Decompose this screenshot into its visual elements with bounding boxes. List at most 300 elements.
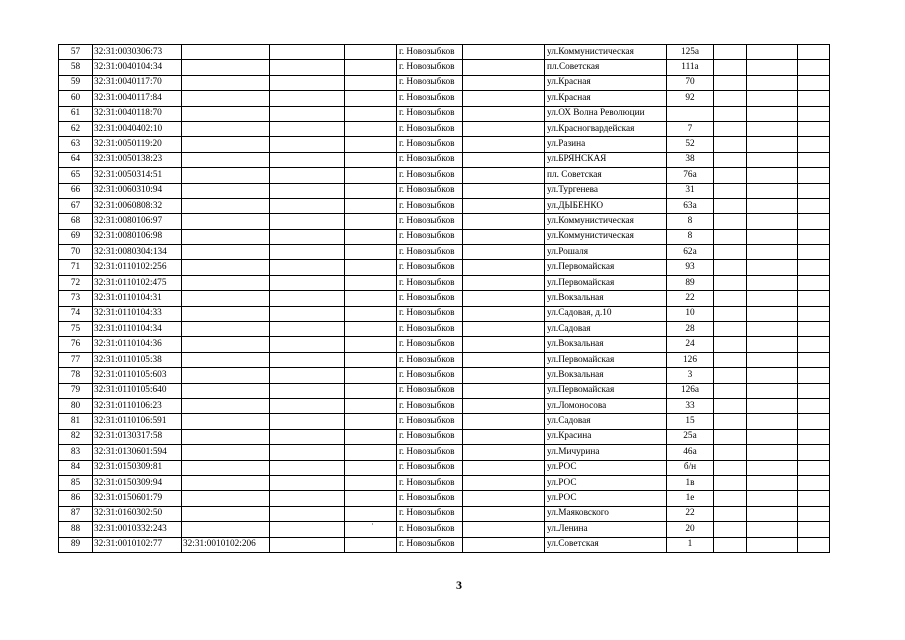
empty-cell — [747, 245, 798, 260]
empty-cell — [270, 275, 345, 290]
city-cell: г. Новозыбков — [397, 398, 463, 413]
empty-cell — [714, 214, 747, 229]
cadastral-number: 32:31:0050138:23 — [93, 152, 182, 167]
cadastral-number-secondary — [182, 352, 270, 367]
empty-cell — [798, 475, 830, 490]
city-cell: г. Новозыбков — [397, 45, 463, 60]
street-cell: ул.Коммунистическая — [545, 214, 667, 229]
street-cell: ул.Вокзальная — [545, 291, 667, 306]
empty-cell — [714, 522, 747, 537]
empty-cell — [714, 183, 747, 198]
empty-cell — [463, 260, 545, 275]
empty-cell — [714, 506, 747, 521]
table-row — [59, 229, 830, 244]
empty-cell — [345, 168, 397, 183]
empty-cell — [270, 398, 345, 413]
city-cell: г. Новозыбков — [397, 475, 463, 490]
empty-cell — [345, 245, 397, 260]
row-number: 89 — [59, 537, 93, 552]
cadastral-number-secondary — [182, 260, 270, 275]
empty-cell — [714, 121, 747, 136]
empty-cell — [345, 429, 397, 444]
empty-cell — [463, 275, 545, 290]
street-cell: ул.ОХ Волна Революции — [545, 106, 667, 121]
street-cell: ул.Первомайская — [545, 275, 667, 290]
street-cell: ул.ДЫБЕНКО — [545, 198, 667, 213]
empty-cell — [270, 198, 345, 213]
cadastral-number-secondary — [182, 245, 270, 260]
empty-cell — [463, 537, 545, 552]
empty-cell — [747, 198, 798, 213]
row-number: 72 — [59, 275, 93, 290]
empty-cell — [463, 445, 545, 460]
city-cell: г. Новозыбков — [397, 445, 463, 460]
empty-cell — [747, 322, 798, 337]
city-cell: г. Новозыбков — [397, 522, 463, 537]
street-cell: ул.Мичурина — [545, 445, 667, 460]
row-number: 64 — [59, 152, 93, 167]
house-number-cell: 52 — [667, 137, 714, 152]
row-number: 69 — [59, 229, 93, 244]
cadastral-number: 32:31:0040104:34 — [93, 60, 182, 75]
street-cell: ул.Маяковского — [545, 506, 667, 521]
row-number: 57 — [59, 45, 93, 60]
empty-cell — [747, 383, 798, 398]
empty-cell — [747, 414, 798, 429]
empty-cell — [798, 106, 830, 121]
empty-cell — [463, 198, 545, 213]
empty-cell — [747, 429, 798, 444]
empty-cell — [747, 91, 798, 106]
empty-cell — [270, 168, 345, 183]
empty-cell — [463, 168, 545, 183]
empty-cell — [345, 214, 397, 229]
cadastral-number-secondary — [182, 460, 270, 475]
house-number-cell: 126а — [667, 383, 714, 398]
house-number-cell: 25а — [667, 429, 714, 444]
street-cell: ул.Садовая, д.10 — [545, 306, 667, 321]
empty-cell — [345, 398, 397, 413]
empty-cell — [798, 337, 830, 352]
empty-cell — [345, 229, 397, 244]
cadastral-number-secondary — [182, 60, 270, 75]
empty-cell — [747, 75, 798, 90]
house-number-cell: 89 — [667, 275, 714, 290]
house-number-cell: 8 — [667, 214, 714, 229]
empty-cell — [714, 429, 747, 444]
cadastral-number-secondary — [182, 75, 270, 90]
street-cell: ул.Разина — [545, 137, 667, 152]
empty-cell — [345, 491, 397, 506]
empty-cell — [270, 506, 345, 521]
cadastral-number-secondary — [182, 106, 270, 121]
empty-cell — [270, 91, 345, 106]
empty-cell — [270, 368, 345, 383]
empty-cell — [270, 60, 345, 75]
empty-cell — [747, 445, 798, 460]
house-number-cell: 22 — [667, 291, 714, 306]
house-number-cell: 93 — [667, 260, 714, 275]
cadastral-number: 32:31:0080106:98 — [93, 229, 182, 244]
empty-cell — [345, 445, 397, 460]
empty-cell — [747, 460, 798, 475]
city-cell: г. Новозыбков — [397, 183, 463, 198]
cadastral-number-secondary — [182, 214, 270, 229]
street-cell: ул.Ленина — [545, 522, 667, 537]
empty-cell — [714, 337, 747, 352]
cadastral-number-secondary — [182, 414, 270, 429]
row-number: 60 — [59, 91, 93, 106]
empty-cell — [463, 383, 545, 398]
table-row — [59, 337, 830, 352]
table-row — [59, 306, 830, 321]
city-cell: г. Новозыбков — [397, 506, 463, 521]
empty-cell — [747, 121, 798, 136]
empty-cell — [798, 306, 830, 321]
cadastral-number: 32:31:0110104:33 — [93, 306, 182, 321]
cadastral-number-secondary — [182, 368, 270, 383]
empty-cell — [798, 91, 830, 106]
empty-cell — [270, 337, 345, 352]
table-row — [59, 91, 830, 106]
empty-cell — [714, 60, 747, 75]
empty-cell — [345, 506, 397, 521]
cadastral-number: 32:31:0110105:640 — [93, 383, 182, 398]
street-cell: ул.Красина — [545, 429, 667, 444]
empty-cell — [345, 75, 397, 90]
empty-cell — [270, 75, 345, 90]
empty-cell — [714, 75, 747, 90]
empty-cell — [798, 460, 830, 475]
empty-cell — [747, 275, 798, 290]
empty-cell — [714, 352, 747, 367]
house-number-cell: 8 — [667, 229, 714, 244]
cadastral-number: 32:31:0030306:73 — [93, 45, 182, 60]
table-row — [59, 152, 830, 167]
empty-cell — [463, 506, 545, 521]
house-number-cell: 63а — [667, 198, 714, 213]
row-number: 59 — [59, 75, 93, 90]
empty-cell — [798, 291, 830, 306]
empty-cell — [714, 152, 747, 167]
street-cell: ул.Красногвардейская — [545, 121, 667, 136]
row-number: 81 — [59, 414, 93, 429]
row-number: 84 — [59, 460, 93, 475]
cadastral-number: 32:31:0110106:591 — [93, 414, 182, 429]
row-number: 68 — [59, 214, 93, 229]
empty-cell — [747, 137, 798, 152]
city-cell: г. Новозыбков — [397, 291, 463, 306]
row-number: 75 — [59, 322, 93, 337]
cadastral-number: 32:31:0010332:243 — [93, 522, 182, 537]
empty-cell — [747, 60, 798, 75]
empty-cell — [798, 121, 830, 136]
house-number-cell: 92 — [667, 91, 714, 106]
empty-cell — [345, 352, 397, 367]
table-row — [59, 398, 830, 413]
table-row — [59, 522, 830, 537]
row-number: 77 — [59, 352, 93, 367]
cadastral-number-secondary — [182, 445, 270, 460]
cadastral-number: 32:31:0110102:475 — [93, 275, 182, 290]
empty-cell — [463, 214, 545, 229]
empty-cell — [463, 460, 545, 475]
empty-cell — [270, 352, 345, 367]
row-number: 67 — [59, 198, 93, 213]
cadastral-number: 32:31:0110105:38 — [93, 352, 182, 367]
empty-cell — [270, 445, 345, 460]
empty-cell — [714, 245, 747, 260]
empty-cell — [270, 183, 345, 198]
empty-cell — [714, 198, 747, 213]
city-cell: г. Новозыбков — [397, 368, 463, 383]
table-row — [59, 445, 830, 460]
empty-cell — [345, 383, 397, 398]
empty-cell — [463, 414, 545, 429]
empty-cell — [345, 137, 397, 152]
empty-cell — [270, 229, 345, 244]
empty-cell — [798, 198, 830, 213]
empty-cell — [714, 229, 747, 244]
empty-cell — [747, 352, 798, 367]
city-cell: г. Новозыбков — [397, 275, 463, 290]
house-number-cell: 62а — [667, 245, 714, 260]
empty-cell — [270, 152, 345, 167]
table-row — [59, 383, 830, 398]
house-number-cell: 70 — [667, 75, 714, 90]
empty-cell — [747, 506, 798, 521]
empty-cell — [463, 91, 545, 106]
empty-cell — [798, 368, 830, 383]
empty-cell — [798, 398, 830, 413]
empty-cell — [747, 368, 798, 383]
cadastral-number-secondary — [182, 198, 270, 213]
cadastral-number: 32:31:0150309:81 — [93, 460, 182, 475]
registry-body — [59, 45, 830, 553]
house-number-cell: 31 — [667, 183, 714, 198]
empty-cell — [798, 352, 830, 367]
city-cell: г. Новозыбков — [397, 137, 463, 152]
empty-cell — [463, 45, 545, 60]
cadastral-number-secondary — [182, 168, 270, 183]
street-cell: ул.Вокзальная — [545, 337, 667, 352]
empty-cell — [714, 491, 747, 506]
street-cell: ул.Садовая — [545, 322, 667, 337]
street-cell: ул.РОС — [545, 475, 667, 490]
cadastral-number-secondary — [182, 475, 270, 490]
empty-cell — [714, 106, 747, 121]
empty-cell — [463, 75, 545, 90]
empty-cell — [747, 291, 798, 306]
cadastral-number-secondary — [182, 183, 270, 198]
empty-cell — [345, 152, 397, 167]
empty-cell — [345, 260, 397, 275]
city-cell: г. Новозыбков — [397, 491, 463, 506]
cadastral-number-secondary — [182, 322, 270, 337]
house-number-cell: 33 — [667, 398, 714, 413]
row-number: 65 — [59, 168, 93, 183]
empty-cell — [714, 445, 747, 460]
empty-cell — [270, 322, 345, 337]
cadastral-number: 32:31:0110105:603 — [93, 368, 182, 383]
empty-cell — [270, 260, 345, 275]
cadastral-number: 32:31:0130317:58 — [93, 429, 182, 444]
street-cell: ул.Садовая — [545, 414, 667, 429]
street-cell: пл. Советская — [545, 168, 667, 183]
city-cell: г. Новозыбков — [397, 322, 463, 337]
empty-cell — [798, 537, 830, 552]
empty-cell — [345, 106, 397, 121]
cadastral-number: 32:31:0110104:36 — [93, 337, 182, 352]
row-number: 86 — [59, 491, 93, 506]
empty-cell — [714, 398, 747, 413]
house-number-cell — [667, 106, 714, 121]
street-cell: пл.Советская — [545, 60, 667, 75]
empty-cell — [714, 91, 747, 106]
city-cell: г. Новозыбков — [397, 198, 463, 213]
empty-cell — [345, 275, 397, 290]
cadastral-number-secondary — [182, 229, 270, 244]
city-cell: г. Новозыбков — [397, 245, 463, 260]
empty-cell — [345, 121, 397, 136]
cadastral-number: 32:31:0040117:84 — [93, 91, 182, 106]
empty-cell — [714, 137, 747, 152]
empty-cell — [345, 475, 397, 490]
empty-cell — [747, 398, 798, 413]
empty-cell — [747, 229, 798, 244]
row-number: 62 — [59, 121, 93, 136]
house-number-cell: б/н — [667, 460, 714, 475]
cadastral-number: 32:31:0040117:70 — [93, 75, 182, 90]
empty-cell — [714, 368, 747, 383]
empty-cell — [798, 60, 830, 75]
cadastral-number: 32:31:0080106:97 — [93, 214, 182, 229]
city-cell: г. Новозыбков — [397, 106, 463, 121]
empty-cell — [463, 491, 545, 506]
row-number: 87 — [59, 506, 93, 521]
empty-cell — [798, 214, 830, 229]
city-cell: г. Новозыбков — [397, 337, 463, 352]
empty-cell — [714, 275, 747, 290]
street-cell: ул.Коммунистическая — [545, 45, 667, 60]
table-row — [59, 491, 830, 506]
row-number: 61 — [59, 106, 93, 121]
city-cell: г. Новозыбков — [397, 260, 463, 275]
empty-cell — [747, 537, 798, 552]
empty-cell — [345, 337, 397, 352]
empty-cell — [747, 491, 798, 506]
empty-cell — [747, 152, 798, 167]
empty-cell — [463, 183, 545, 198]
house-number-cell: 126 — [667, 352, 714, 367]
row-number: 58 — [59, 60, 93, 75]
empty-cell — [463, 352, 545, 367]
street-cell: ул.РОС — [545, 460, 667, 475]
empty-cell — [345, 91, 397, 106]
empty-cell — [270, 137, 345, 152]
empty-cell — [270, 537, 345, 552]
house-number-cell: 46а — [667, 445, 714, 460]
cadastral-number: 32:31:0040402:10 — [93, 121, 182, 136]
empty-cell — [345, 460, 397, 475]
house-number-cell: 7 — [667, 121, 714, 136]
empty-cell — [270, 214, 345, 229]
table-row — [59, 429, 830, 444]
empty-cell — [798, 414, 830, 429]
cadastral-number: 32:31:0050119:20 — [93, 137, 182, 152]
house-number-cell: 125а — [667, 45, 714, 60]
house-number-cell: 76а — [667, 168, 714, 183]
table-row — [59, 537, 830, 552]
cadastral-number: 32:31:0040118:70 — [93, 106, 182, 121]
cadastral-number: 32:31:0130601:594 — [93, 445, 182, 460]
empty-cell — [714, 383, 747, 398]
stray-mark: ˙ — [371, 522, 374, 532]
city-cell: г. Новозыбков — [397, 383, 463, 398]
street-cell: ул.Первомайская — [545, 260, 667, 275]
empty-cell — [270, 475, 345, 490]
empty-cell — [798, 260, 830, 275]
table-row — [59, 368, 830, 383]
row-number: 85 — [59, 475, 93, 490]
city-cell: г. Новозыбков — [397, 429, 463, 444]
row-number: 74 — [59, 306, 93, 321]
table-row — [59, 137, 830, 152]
empty-cell — [798, 245, 830, 260]
house-number-cell: 20 — [667, 522, 714, 537]
cadastral-number: 32:31:0110102:256 — [93, 260, 182, 275]
empty-cell — [345, 198, 397, 213]
empty-cell — [463, 368, 545, 383]
empty-cell — [345, 414, 397, 429]
empty-cell — [798, 137, 830, 152]
empty-cell — [714, 45, 747, 60]
street-cell: ул.Коммунистическая — [545, 229, 667, 244]
house-number-cell: 1в — [667, 475, 714, 490]
cadastral-number: 32:31:0010102:77 — [93, 537, 182, 552]
cadastral-number-secondary — [182, 152, 270, 167]
empty-cell — [798, 522, 830, 537]
table-row — [59, 322, 830, 337]
table-row — [59, 168, 830, 183]
empty-cell — [714, 260, 747, 275]
empty-cell — [714, 306, 747, 321]
row-number: 63 — [59, 137, 93, 152]
cadastral-number-secondary — [182, 291, 270, 306]
cadastral-number-secondary — [182, 91, 270, 106]
house-number-cell: 28 — [667, 322, 714, 337]
cadastral-number-secondary — [182, 337, 270, 352]
empty-cell — [798, 152, 830, 167]
city-cell: г. Новозыбков — [397, 168, 463, 183]
city-cell: г. Новозыбков — [397, 91, 463, 106]
empty-cell — [270, 306, 345, 321]
row-number: 78 — [59, 368, 93, 383]
cadastral-number: 32:31:0160302:50 — [93, 506, 182, 521]
street-cell: ул.Красная — [545, 91, 667, 106]
empty-cell — [270, 106, 345, 121]
city-cell: г. Новозыбков — [397, 306, 463, 321]
street-cell: ул.Первомайская — [545, 352, 667, 367]
cadastral-number: 32:31:0060310:94 — [93, 183, 182, 198]
empty-cell — [463, 152, 545, 167]
table-row — [59, 183, 830, 198]
empty-cell — [270, 414, 345, 429]
empty-cell — [714, 414, 747, 429]
empty-cell — [270, 460, 345, 475]
cadastral-number-secondary — [182, 491, 270, 506]
empty-cell — [463, 229, 545, 244]
